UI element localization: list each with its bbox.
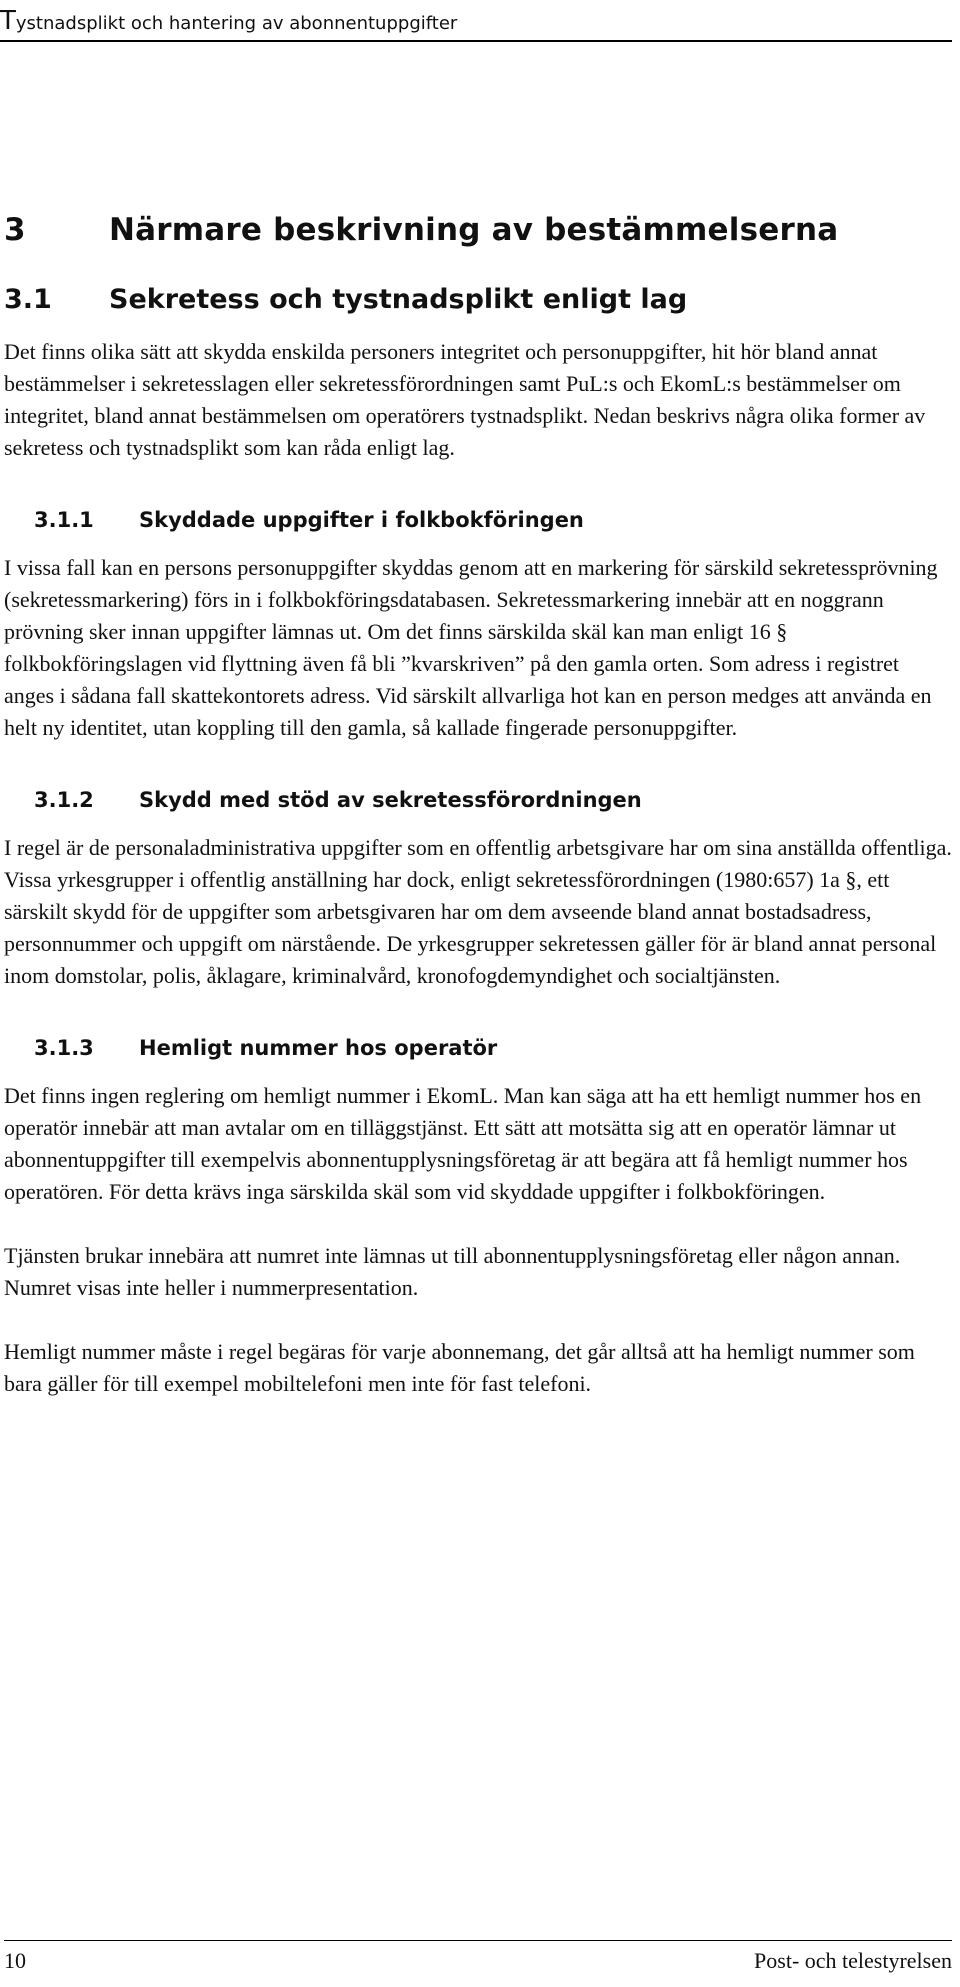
page-number: 10 [4, 1948, 26, 1973]
subsection-title: Skyddade uppgifter i folkbokföringen [139, 508, 584, 532]
subsection-title: Hemligt nummer hos operatör [139, 1036, 498, 1060]
subsection-number: 3.1.1 [34, 508, 94, 532]
section-heading [4, 280, 954, 320]
chapter-number: 3 [4, 212, 26, 248]
section-title: Sekretess och tystnadsplikt enligt lag [109, 284, 688, 315]
paragraph: I vissa fall kan en persons personuppgifter skyddas genom att en markering för särskild sekretessprövning (sekretessmarkering) förs in i folkbokföringsdatabasen. Sekretessmarkering innebär att en noggrann prövning sker innan uppgifter lämnas ut. Om det finns särskilda skäl kan man enligt 16 § folkbokföringslagen vid flyttning även få bli ”kvarskriven” på den gamla orten. Som adress i registret anges i sådana fall skattekontorets adress. Vid särskilt allvarliga hot kan en person medges att använda en helt ny identitet, utan koppling till den gamla, så kallade fingerade personuppgifter. [4, 555, 938, 740]
running-header [0, 6, 952, 42]
subsection-number: 3.1.2 [34, 788, 94, 812]
page-content [4, 208, 954, 1400]
paragraph: Det finns ingen reglering om hemligt nummer i EkomL. Man kan säga att ha ett hemligt nummer hos en operatör innebär att man avtalar om en tilläggstjänst. Ett sätt att motsätta sig att en operatör lämnar ut abonnentuppgifter till exempelvis abonnentupplysningsföretag är att begära att få hemligt nummer hos operatören. För detta krävs inga särskilda skäl som vid skyddade uppgifter i folkbokföringen. [4, 1083, 922, 1204]
chapter-title: Närmare beskrivning av bestämmelserna [109, 212, 839, 248]
subsection-number: 3.1.3 [34, 1036, 94, 1060]
page-footer [4, 1940, 952, 1977]
chapter-heading [4, 208, 954, 252]
subsection-heading-3-1-3 [4, 1032, 954, 1064]
section-intro-paragraph: Det finns olika sätt att skydda enskilda personers integritet och personuppgifter, hit hör bland annat bestämmelser i sekretesslagen eller sekretessförordningen samt PuL:s och EkomL:s bestämmelser om integritet, bland annat bestämmelsen om operatörers tystnadsplikt. Nedan beskrivs några olika former av sekretess och tystnadsplikt som kan råda enligt lag. [4, 339, 926, 460]
running-title-initial: T [0, 6, 16, 36]
paragraph: I regel är de personaladministrativa uppgifter som en offentlig arbetsgivare har om sina anställda offentliga. Vissa yrkesgrupper i offentlig anställning har dock, enligt sekretessförordningen (1980:657) 1a §, ett särskilt skydd för de uppgifter som arbetsgivaren har om dem avseende bland annat bostadsadress, personnummer och uppgift om närstående. De yrkesgrupper sekretessen gäller för är bland annat personal inom domstolar, polis, åklagare, kriminalvård, kronofogdemyndighet och socialtjänsten. [4, 835, 952, 988]
subsection-heading-3-1-2 [4, 784, 954, 816]
publisher-name: Post- och telestyrelsen [754, 1948, 952, 1973]
paragraph: Hemligt nummer måste i regel begäras för varje abonnemang, det går alltså att ha hemligt nummer som bara gäller för till exempel mobiltelefoni men inte för fast telefoni. [4, 1339, 915, 1396]
subsection-heading-3-1-1 [4, 504, 954, 536]
running-title: ystnadsplikt och hantering av abonnentuppgifter [15, 13, 458, 34]
section-number: 3.1 [4, 284, 52, 315]
paragraph: Tjänsten brukar innebära att numret inte lämnas ut till abonnentupplysningsföretag eller någon annan. Numret visas inte heller i nummerpresentation. [4, 1243, 901, 1300]
subsection-title: Skydd med stöd av sekretessförordningen [139, 788, 642, 812]
